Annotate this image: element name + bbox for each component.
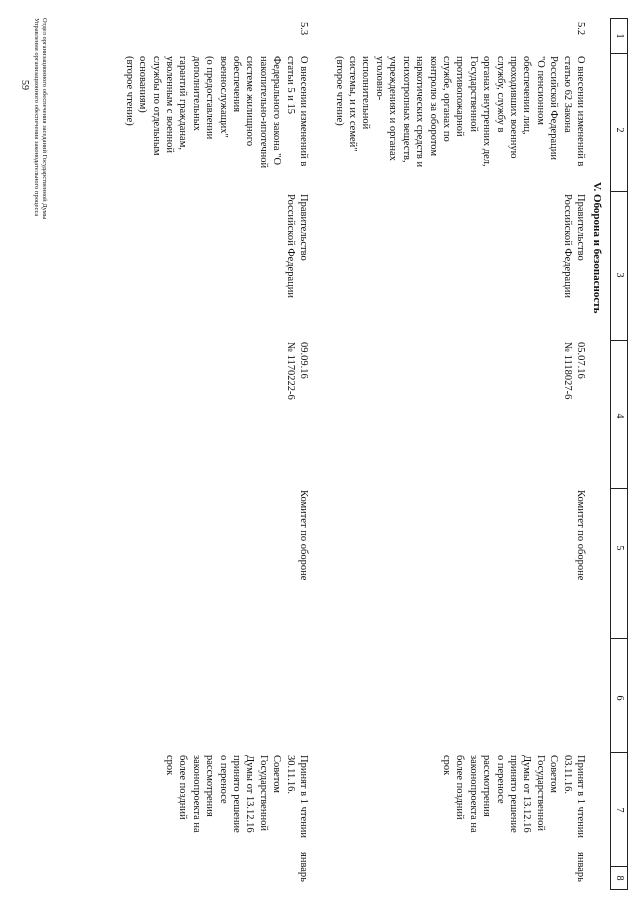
bill-status: Принят в 1 чтении 03.11.16. Советом Государственной Думы от 13.12.16 принято решение о переносе рассмотрения законопроекта на более поздний срок: [440, 755, 586, 838]
bill-month: январь: [298, 852, 309, 882]
bill-title: О внесении изменений в статьи 5 и 15 Федерального закона "О накопительно-ипотечной системе жилищного обеспечения военнослужащих" (о предоставлении дополнительных гарантий гражданам, уволенным с военной службы по отдельным основаниям) (второе чтение): [123, 56, 309, 169]
table-top-border: [627, 18, 628, 890]
bill-committee: Комитет по обороне: [575, 490, 586, 581]
bill-status: Принят в 1 чтении 30.11.16. Советом Государственной Думы от 13.12.16 принято решение о переносе рассмотрения законопроекта на более поздний срок: [163, 755, 309, 838]
col-header-5: 5: [614, 545, 625, 551]
col-header-4: 4: [614, 413, 625, 419]
header-bottom-border: [610, 18, 611, 890]
bill-title: О внесении изменений в статью 62 Закона Российской Федерации "О пенсионном обеспечении лиц, проходивших военную службу, службу в органах внутренних дел, Государственной противопожарной службе, органах по контролю за оборотом наркотических средств и психотропных веществ, учреждениях и органах уголовно- исполнительной системы, и их семей" (второе чтение): [333, 56, 586, 168]
col-header-6: 6: [614, 695, 625, 701]
col-divider-6: [611, 752, 628, 753]
bill-date-number: 05.07.16 № 1118027-6: [561, 342, 586, 400]
col-header-1: 1: [614, 33, 625, 39]
row-number: 5.2: [575, 22, 586, 36]
col-header-3: 3: [614, 272, 625, 278]
bill-initiator: Правительство Российской Федерации: [561, 194, 586, 298]
footer-line-1: Отдел организационного обеспечения заседаний Государственной Думы: [41, 18, 48, 220]
bill-initiator: Правительство Российской Федерации: [284, 194, 309, 298]
col-divider-5: [611, 638, 628, 639]
col-header-2: 2: [614, 127, 625, 133]
section-title: V. Оборона и безопасность: [591, 182, 603, 314]
bill-date-number: 09.09.16 № 1170222-6: [284, 342, 309, 400]
page-number: 59: [19, 80, 30, 90]
col-divider-3: [611, 340, 628, 341]
col-header-7: 7: [614, 807, 625, 813]
footer-line-2: Управления организационного обеспечения законодательного процесса: [33, 18, 40, 217]
col-divider-2: [611, 191, 628, 192]
bill-month: январь: [575, 852, 586, 882]
col-header-8: 8: [614, 875, 625, 881]
bill-committee: Комитет по обороне: [298, 490, 309, 581]
col-divider-4: [611, 488, 628, 489]
row-number: 5.3: [298, 22, 309, 36]
